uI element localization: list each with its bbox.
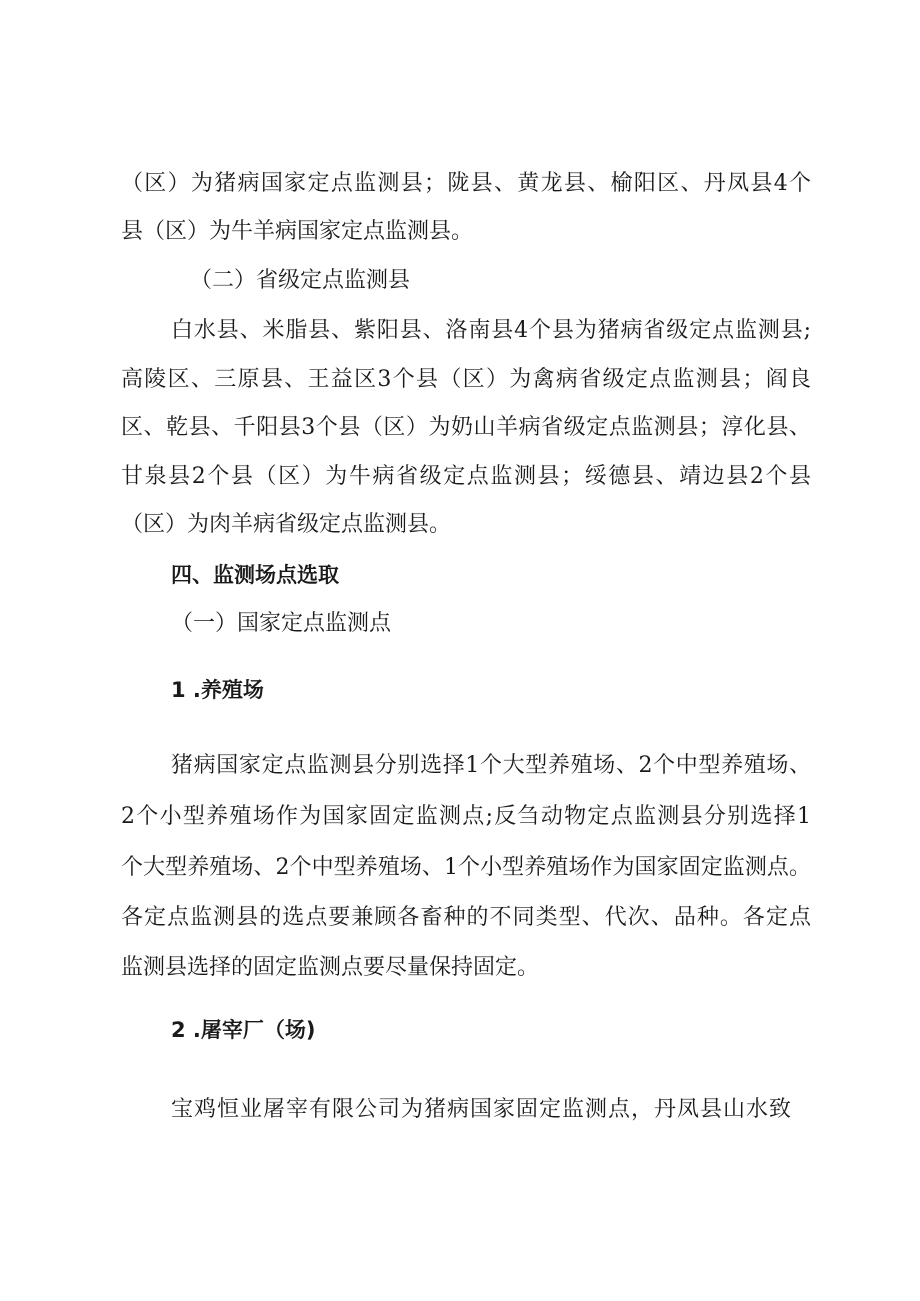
subheading-national: （一）国家定点监测点 (171, 611, 392, 636)
paragraph-line: 监测县选择的固定监测点要尽量保持固定。 (121, 955, 540, 980)
paragraph-line: （区）为猪病国家定点监测县；陇县、黄龙县、榆阳区、丹凤县4个 (121, 171, 811, 196)
paragraph-line: 高陵区、三原县、王益区3个县（区）为禽病省级定点监测县；阎良 (121, 367, 811, 392)
paragraph-line: 白水县、米脂县、紫阳县、洛南县4个县为猪病省级定点监测县; (171, 318, 811, 343)
paragraph-line: 宝鸡恒业屠宰有限公司为猪病国家固定监测点，丹凤县山水致 (171, 1097, 791, 1122)
item-heading-farm: 1 .养殖场 (171, 678, 264, 702)
paragraph-line: 猪病国家定点监测县分别选择1个大型养殖场、2个中型养殖场、 (171, 753, 811, 778)
paragraph-line: 各定点监测县的选点要兼顾各畜种的不同类型、代次、品种。各定点 (121, 905, 811, 930)
paragraph-line: 2个小型养殖场作为国家固定监测点;反刍动物定点监测县分别选择1 (121, 804, 811, 829)
paragraph-line: 县（区）为牛羊病国家定点监测县。 (121, 219, 474, 244)
paragraph-line: 区、乾县、千阳县3个县（区）为奶山羊病省级定点监测县；淳化县、 (121, 415, 811, 440)
subheading-provincial: （二）省级定点监测县 (190, 268, 411, 293)
section-heading: 四、监测场点选取 (171, 563, 339, 587)
item-heading-slaughterhouse: 2 .屠宰厂（场) (171, 1018, 316, 1042)
paragraph-line: 个大型养殖场、2个中型养殖场、1个小型养殖场作为国家固定监测点。 (121, 855, 811, 880)
paragraph-line: 甘泉县2个县（区）为牛病省级定点监测县；绥德县、靖边县2个县 (121, 464, 811, 489)
paragraph-line: （区）为肉羊病省级定点监测县。 (121, 512, 452, 537)
